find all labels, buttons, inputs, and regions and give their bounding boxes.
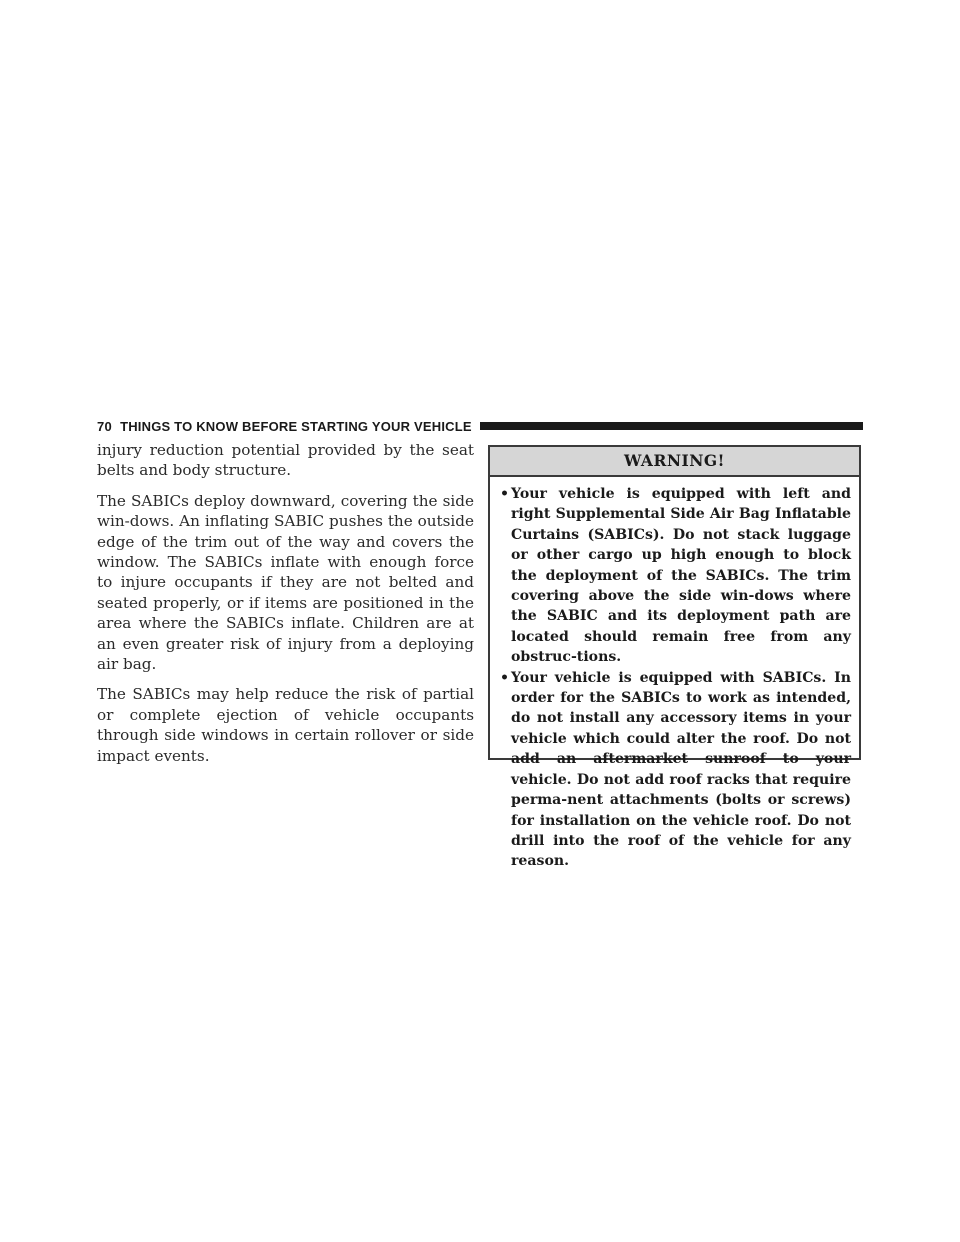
section-title: THINGS TO KNOW BEFORE STARTING YOUR VEHICLE xyxy=(120,418,472,434)
bullet-icon: • xyxy=(500,486,510,502)
warning-item xyxy=(500,668,851,872)
warning-item xyxy=(500,484,851,668)
warning-item-text: Your vehicle is equipped with left and right Supplemental Side Air Bag Inflatable Curtains (SABICs). Do not stack luggage or other cargo up high enough to block the deployment of the SABICs. The trim covering above the side win-dows where the SABIC and its deployment path are located should remain free from any obstruc-tions. xyxy=(511,486,851,666)
page-header xyxy=(97,417,863,435)
paragraph: injury reduction potential provided by the seat belts and body structure. xyxy=(97,441,474,480)
body-text-column xyxy=(97,440,474,776)
paragraph: The SABICs deploy downward, covering the side win-dows. An inflating SABIC pushes the outside edge of the trim out of the way and covers the window. The SABICs inflate with enough force to injure occupants if they are not belted and seated properly, or if items are positioned in the area where the SABICs inflate. Children are at an even greater risk of injury from a deploying air bag. xyxy=(97,491,474,674)
page-number: 70 xyxy=(97,418,113,434)
warning-title: WARNING! xyxy=(490,447,859,477)
warning-box xyxy=(488,445,861,870)
bullet-icon: • xyxy=(500,669,510,686)
warning-item-text: Your vehicle is equipped with SABICs. In order for the SABICs to work as intended, do not install any accessory items in your vehicle which could alter the roof. Do not add an aftermarket sunroof to your vehicle. Do not add roof racks that require perma-nent attachments (bolts or screws) for installation on the vehicle roof. Do not drill into the roof of the vehicle for any reason. xyxy=(511,669,851,870)
paragraph: The SABICs may help reduce the risk of partial or complete ejection of vehicle occupants through side windows in certain rollover or side impact events. xyxy=(97,685,474,765)
header-rule xyxy=(480,422,863,430)
warning-list xyxy=(490,477,859,872)
